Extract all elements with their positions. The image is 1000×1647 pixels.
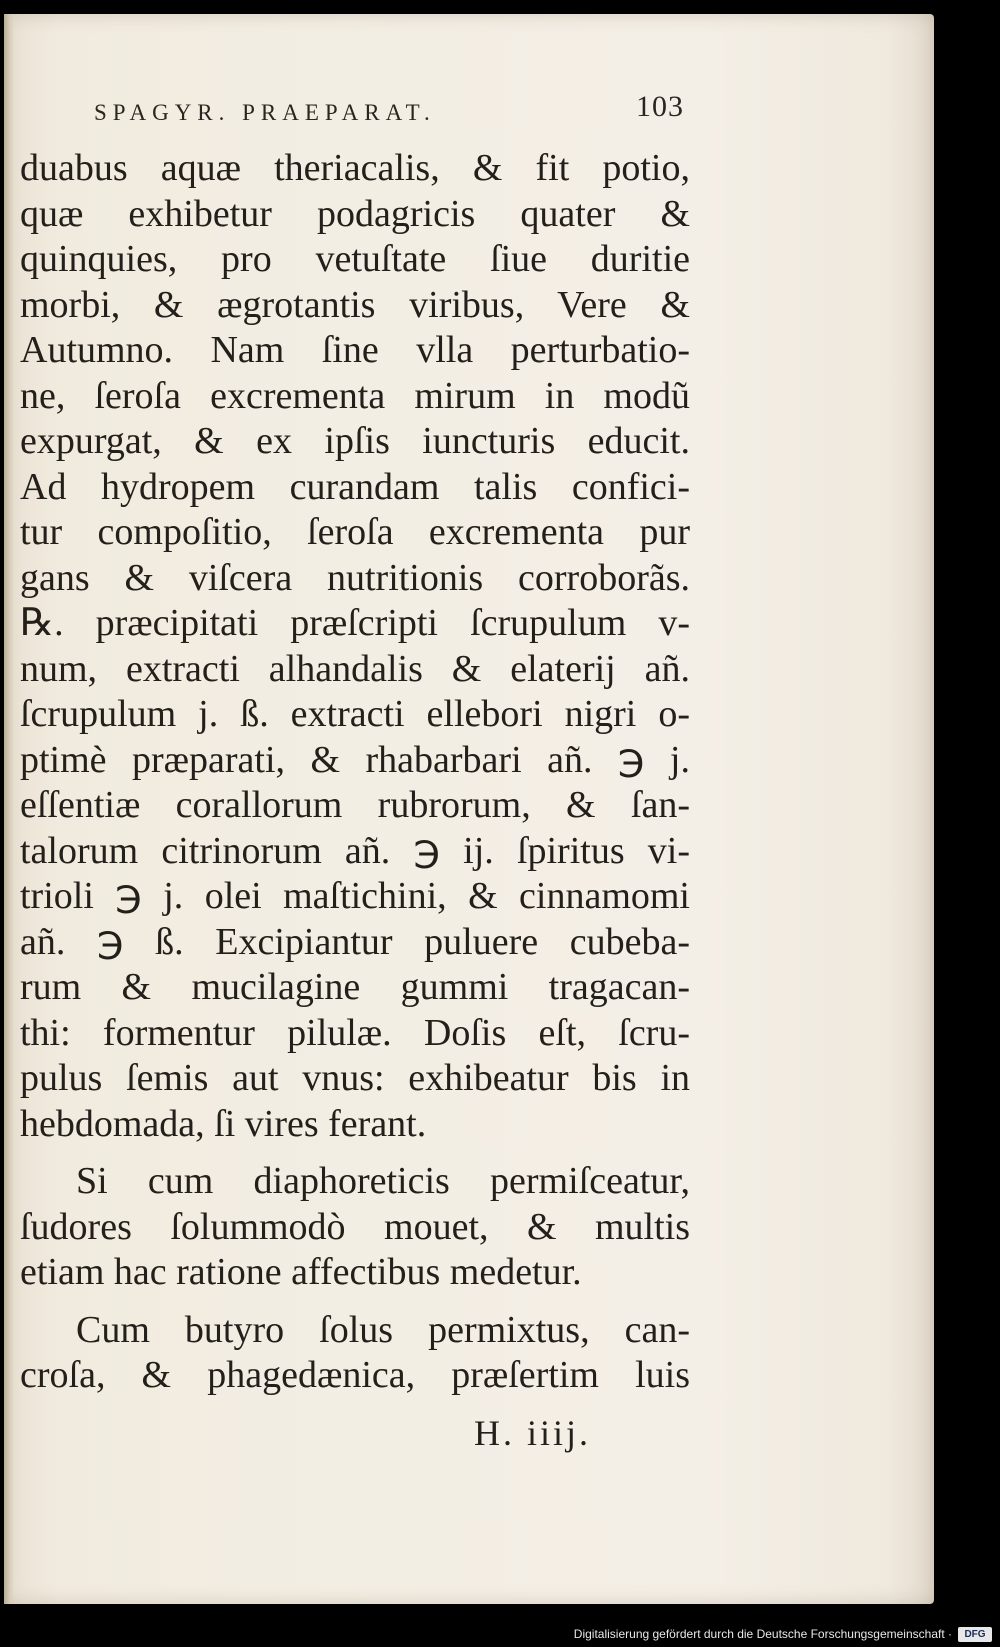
signature-mark: H. iiij. <box>474 1413 592 1453</box>
text-line: quæ exhibetur podagricis quater & <box>20 192 690 235</box>
page-gutter-edge <box>4 14 14 1604</box>
text-line: morbi, & ægrotantis viribus, Vere & <box>20 283 690 326</box>
body-text <box>20 146 690 1399</box>
text-line: Autumno. Nam ſine vlla perturbatio- <box>20 329 690 371</box>
text-line: gans & viſcera nutritionis corroborãs. <box>20 556 690 599</box>
text-line: tur compoſitio, ſeroſa excrementa pur <box>20 511 690 553</box>
text-line: expurgat, & ex ipſis iuncturis educit. <box>20 420 690 462</box>
text-line: quinquies, pro vetuſtate ſiue duritie <box>20 238 690 280</box>
page-header <box>94 86 684 126</box>
book-page <box>4 14 934 1604</box>
running-head: SPAGYR. PRAEPARAT. <box>94 100 436 125</box>
text-line: hebdomada, ſi vires ferant. <box>20 1102 427 1145</box>
text-line: num, extracti alhandalis & elaterij añ. <box>20 647 690 690</box>
text-line: Ad hydropem curandam talis confici- <box>20 465 690 508</box>
text-line: Cum butyro ſolus permixtus, can- <box>76 1308 690 1351</box>
text-line: talorum citrinorum añ. ℈ ij. ſpiritus vi- <box>20 829 690 872</box>
text-line: ne, ſeroſa excrementa mirum in modũ <box>20 374 690 417</box>
text-line: trioli ℈ j. olei maſtichini, & cinnamomi <box>20 875 690 917</box>
text-line: duabus aquæ theriacalis, & fit potio, <box>20 147 690 189</box>
text-line: rum & mucilagine gummi tragacan- <box>20 966 690 1008</box>
text-line: croſa, & phagedænica, præſertim luis <box>20 1354 690 1396</box>
dfg-logo: DFG <box>958 1627 992 1642</box>
text-line: ℞. præcipitati præſcripti ſcrupulum v- <box>20 602 690 644</box>
text-line: eſſentiæ corallorum rubrorum, & ſan- <box>20 784 690 826</box>
text-line: ptimè præparati, & rhabarbari añ. ℈ j. <box>20 738 690 781</box>
text-line: ſudores ſolummodò mouet, & multis <box>20 1205 690 1248</box>
footer-bar <box>0 1617 1000 1647</box>
text-line: Si cum diaphoreticis permiſceatur, <box>76 1160 690 1202</box>
text-line: añ. ℈ ß. Excipiantur puluere cubeba- <box>20 920 690 963</box>
page-number: 103 <box>636 90 684 123</box>
paragraph-gap <box>20 1147 690 1159</box>
text-line: pulus ſemis aut vnus: exhibeatur bis in <box>20 1057 690 1099</box>
paragraph-gap <box>20 1296 690 1308</box>
text-line: thi: formentur pilulæ. Doſis eſt, ſcru- <box>20 1011 690 1054</box>
funding-credit: Digitalisierung gefördert durch die Deutsche Forschungsgemeinschaft · <box>573 1627 952 1641</box>
text-line: ſcrupulum j. ß. extracti ellebori nigri o- <box>20 693 690 735</box>
text-line: etiam hac ratione affectibus medetur. <box>20 1251 582 1293</box>
